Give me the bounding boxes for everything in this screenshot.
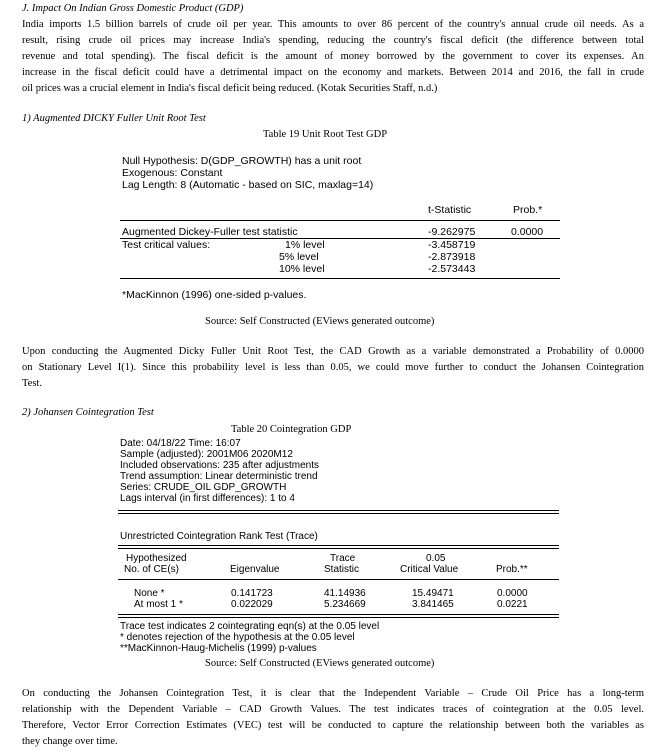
adf-heading: 1) Augmented DICKY Fuller Unit Root Test [22,113,206,124]
row-crit: 3.841465 [412,599,454,610]
adf-null-hypothesis: Null Hypothesis: D(GDP_GROWTH) has a unit root [122,155,362,167]
johansen-rank-title: Unrestricted Cointegration Rank Test (Trace) [120,531,318,542]
adf-stat-label: Augmented Dickey-Fuller test statistic [122,226,298,238]
johansen-note: * denotes rejection of the hypothesis at the 0.05 level [120,632,355,643]
row-trace: 41.14936 [324,588,366,599]
col-statistic: Statistic [324,564,360,575]
section-j-paragraph [22,17,644,97]
col-prob: Prob.** [496,564,528,575]
col-trace: Trace [330,553,356,564]
adf-crit-level: 1% level [285,239,325,251]
adf-bottom-rule [120,278,560,279]
row-eigen: 0.022029 [231,599,273,610]
paragraph-line: revenue and total spending). The fiscal deficit is the amount of money borrowed by the government to cover its expenses. An [22,51,644,62]
row-trace: 5.234669 [324,599,366,610]
paragraph-line: On conducting the Johansen Cointegration Test, it is clear that the Independent Variable – Crude Oil Price has a long-term [22,688,644,699]
row-hyp: None * [134,588,165,599]
adf-crit-value: -3.458719 [428,239,476,251]
paragraph-line: oil prices was a crucial element in India's fiscal deficit being reduced. (Kotak Securities Staff, n.d.) [22,83,438,94]
johansen-table-title: Table 20 Cointegration GDP [231,424,352,435]
adf-header-rule [120,220,560,221]
johansen-header-rule [118,579,559,580]
adf-col-prob: Prob.* [513,204,543,216]
johansen-heading: 2) Johansen Cointegration Test [22,407,154,418]
johansen-meta-line: Included observations: 235 after adjustments [120,460,320,471]
adf-col-tstat: t-Statistic [428,204,472,216]
col-eigenvalue: Eigenvalue [230,564,280,575]
adf-table-title: Table 19 Unit Root Test GDP [263,129,388,140]
paragraph-line: increase in the fiscal deficit could have a detrimental impact on the economy and markets. Between 2014 and 2016, the fall in crude [22,67,644,78]
col-hypothesized: Hypothesized [126,553,187,564]
johansen-conclusion-paragraph [22,686,644,750]
johansen-note: **MacKinnon-Haug-Michelis (1999) p-values [120,643,317,654]
paragraph-line: Upon conducting the Augmented Dicky Fuller Unit Root Test, the CAD Growth as a variable demonstrated a Probability of 0.0000 [22,346,644,357]
adf-footnote: *MacKinnon (1996) one-sided p-values. [122,289,307,301]
johansen-rank-rule [118,545,559,549]
paragraph-line: India imports 1.5 billion barrels of crude oil per year. This amounts to over 86 percent of the country's annual crude oil needs. As a [22,19,644,30]
johansen-meta-line: Trend assumption: Linear deterministic trend [120,471,318,482]
adf-prob-value: 0.0000 [511,226,544,238]
paragraph-line: Therefore, Vector Error Correction Estimates (VEC) test will be conducted to capture the relationship between both the variables as [22,720,644,731]
johansen-meta-line: Date: 04/18/22 Time: 16:07 [120,438,241,449]
row-crit: 15.49471 [412,588,454,599]
johansen-note: Trace test indicates 2 cointegrating eqn(s) at the 0.05 level [120,621,380,632]
paragraph-line: relationship with the Dependent Variable – CAD Growth Values. The test indicates traces of cointegration at the 0.05 level. [22,704,644,715]
row-prob: 0.0000 [497,588,528,599]
paragraph-line: on Stationary Level I(1). Since this probability level is less than 0.05, we could move further to conduct the Johansen Cointegration [22,362,644,373]
row-prob: 0.0221 [497,599,528,610]
row-hyp: At most 1 * [134,599,183,610]
johansen-meta-line: Lags interval (in first differences): 1 to 4 [120,493,295,504]
section-j-heading: J. Impact On Indian Gross Domestic Product (GDP) [22,3,244,14]
adf-crit-value: -2.873918 [428,251,476,263]
adf-exogenous: Exogenous: Constant [122,167,223,179]
col-critical-value: Critical Value [400,564,459,575]
adf-stat-value: -9.262975 [428,226,476,238]
johansen-source: Source: Self Constructed (EViews generated outcome) [205,658,435,669]
adf-conclusion-paragraph [22,344,644,392]
paragraph-line: they change over time. [22,736,118,747]
col-005: 0.05 [426,553,446,564]
johansen-meta-rule [118,510,559,514]
johansen-meta-line: Sample (adjusted): 2001M06 2020M12 [120,449,293,460]
adf-source: Source: Self Constructed (EViews generated outcome) [205,316,435,327]
adf-lag-length: Lag Length: 8 (Automatic - based on SIC, maxlag=14) [122,179,374,191]
col-no-of-ce: No. of CE(s) [124,564,180,575]
adf-crit-level: 5% level [279,251,319,263]
row-eigen: 0.141723 [231,588,273,599]
paragraph-line: Test. [22,378,42,389]
adf-crit-level: 10% level [279,263,325,275]
adf-crit-label: Test critical values: [122,239,211,251]
paragraph-line: result, rising crude oil prices may increase India's spending, reducing the country's fiscal deficit (the difference between total [22,35,644,46]
adf-crit-value: -2.573443 [428,263,476,275]
johansen-meta-line: Series: CRUDE_OIL GDP_GROWTH [120,482,287,493]
johansen-rows-rule [118,614,559,618]
